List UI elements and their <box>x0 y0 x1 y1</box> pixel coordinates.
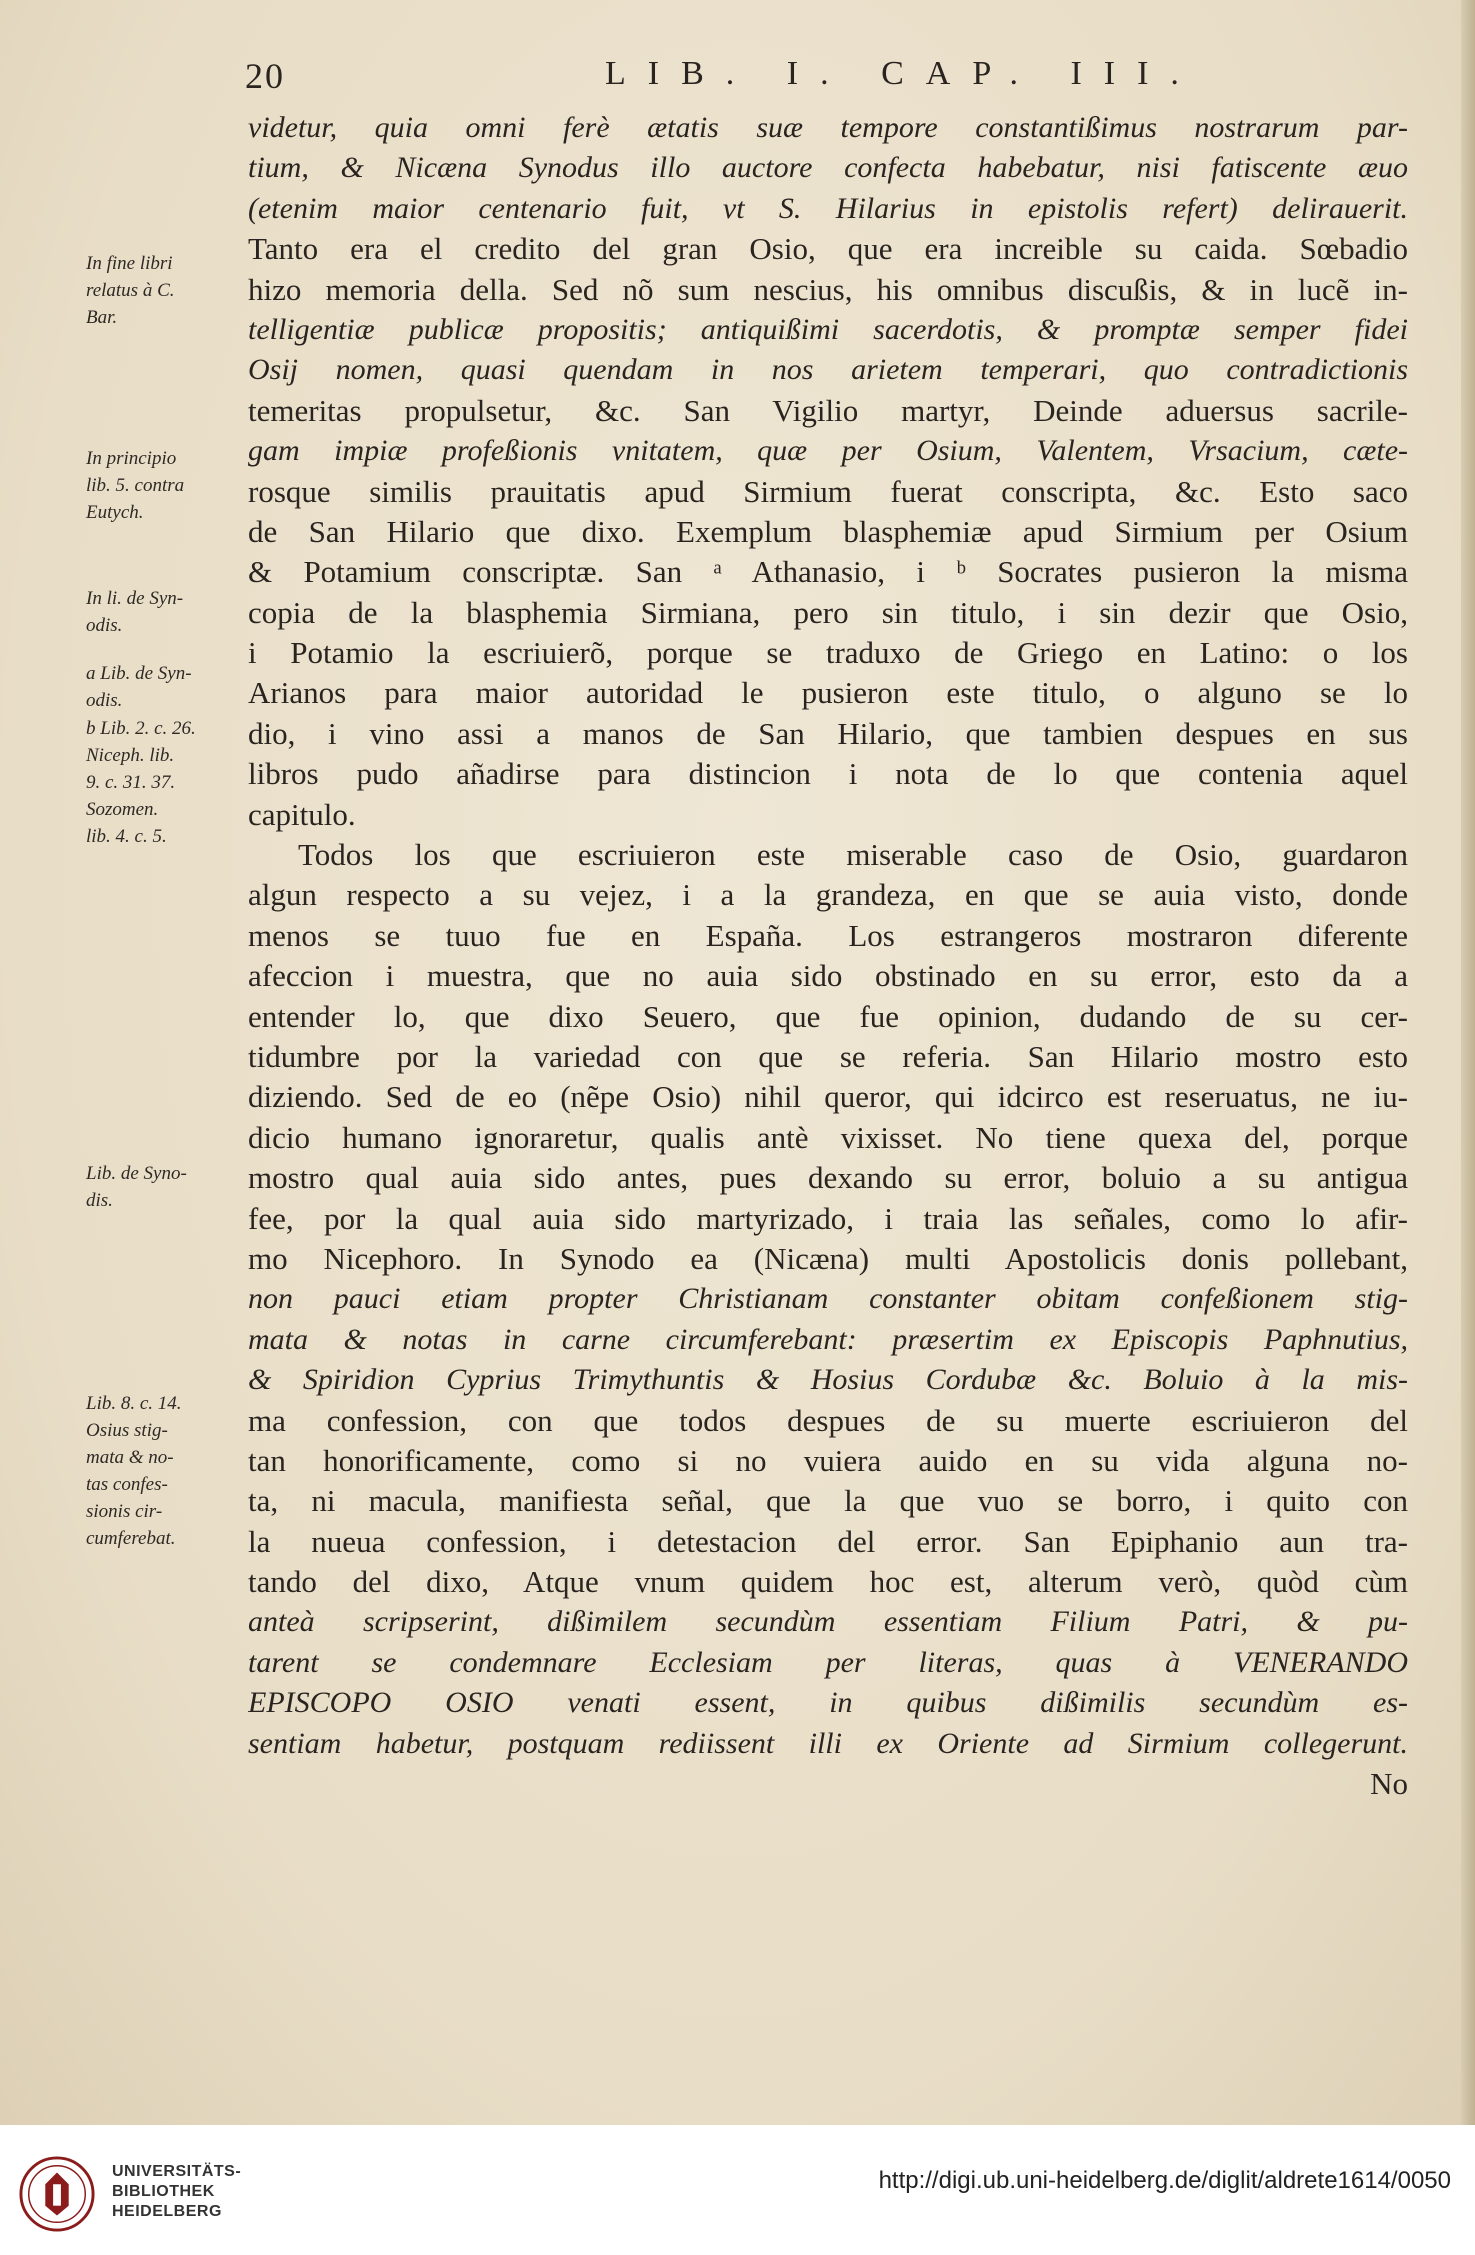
text-line: mostro qual auia sido antes, pues dexando su error, boluio a su antigua <box>248 1160 1408 1196</box>
page-number: 20 <box>245 56 285 96</box>
margin-note: In principio lib. 5. contra Eutych. <box>86 448 185 523</box>
text-line: tium, & Nicæna Synodus illo auctore confecta habebatur, nisi fatiscente æuo <box>248 151 1408 185</box>
text-line: mata & notas in carne circumferebant: præsertim ex Episcopis Paphnutius, <box>248 1322 1408 1356</box>
text-line: fee, por la qual auia sido martyrizado, i traia las señales, como lo afir- <box>248 1200 1408 1236</box>
text-line: & Potamium conscriptæ. San ᵃ Athanasio, i ᵇ Socrates pusieron la misma <box>248 554 1408 590</box>
margin-note: In fine libri relatus à C. Bar. <box>86 253 175 328</box>
library-name: UNIVERSITÄTS- BIBLIOTHEK HEIDELBERG <box>112 2163 242 2220</box>
text-line: la nueua confession, i detestacion del error. San Epiphanio aun tra- <box>248 1523 1408 1559</box>
margin-note: Lib. 8. c. 14. Osius stig- mata & no- tas confes- sionis cir- cumferebat. <box>86 1393 182 1549</box>
page-edge <box>1461 0 1475 2125</box>
text-line: temeritas propulsetur, &c. San Vigilio martyr, Deinde aduersus sacrile- <box>248 392 1408 428</box>
margin-note: b Lib. 2. c. 26. Niceph. lib. 9. c. 31. 37. Sozomen. lib. 4. c. 5. <box>86 718 196 847</box>
text-line: (etenim maior centenario fuit, vt S. Hilarius in epistolis refert) delirauerit. <box>248 191 1408 225</box>
text-line: rosque similis prauitatis apud Sirmium fuerat conscripta, &c. Esto saco <box>248 473 1408 509</box>
running-head <box>245 55 1405 105</box>
body-text <box>248 108 1408 1804</box>
text-line: afeccion i muestra, que no auia sido obstinado en su error, esto da a <box>248 958 1408 994</box>
text-line: Tanto era el credito del gran Osio, que era increible su caida. Sœbadio <box>248 231 1408 267</box>
text-line: entender lo, que dixo Seuero, que fue opinion, dudando de su cer- <box>248 998 1408 1034</box>
text-line: tan honorificamente, como si no vuiera auido en su vida alguna no- <box>248 1442 1408 1478</box>
text-line: tidumbre por la variedad con que se referia. San Hilario mostro esto <box>248 1038 1408 1074</box>
text-line: sentiam habetur, postquam rediissent illi ex Oriente ad Sirmium collegerunt. <box>248 1726 1408 1760</box>
margin-note: In li. de Syn- odis. <box>86 588 184 636</box>
text-line: dio, i vino assi a manos de San Hilario, que tambien despues en sus <box>248 715 1408 751</box>
text-line: gam impiæ profeßionis vnitatem, quæ per Osium, Valentem, Vrsacium, cæte- <box>248 434 1408 468</box>
text-line: menos se tuuo fue en España. Los estrangeros mostraron diferente <box>248 917 1408 953</box>
margin-note: Lib. de Syno- dis. <box>86 1163 187 1211</box>
text-line: Arianos para maior autoridad le pusieron este titulo, o alguno se lo <box>248 675 1408 711</box>
catchword: No <box>1370 1766 1408 1802</box>
text-line: hizo memoria della. Sed nõ sum nescius, his omnibus discußis, & in lucẽ in- <box>248 271 1408 307</box>
footer-bar <box>0 2125 1475 2255</box>
text-line: tando del dixo, Atque vnum quidem hoc est, alterum verò, quòd cùm <box>248 1564 1408 1600</box>
text-line: diziendo. Sed de eo (nẽpe Osio) nihil queror, qui idcirco est reseruatus, ne iu- <box>248 1079 1408 1115</box>
text-line: videtur, quia omni ferè ætatis suæ tempore constantißimus nostrarum par- <box>248 111 1408 144</box>
text-line: mo Nicephoro. In Synodo ea (Nicæna) multi Apostolicis donis pollebant, <box>248 1240 1408 1276</box>
university-seal-icon <box>18 2155 96 2233</box>
text-line: ta, ni macula, manifiesta señal, que la que vuo se borro, i quito con <box>248 1483 1408 1519</box>
text-line: libros pudo añadirse para distincion i nota de lo que contenia aquel <box>248 756 1408 792</box>
text-line: algun respecto a su vejez, i a la grandeza, en que se auia visto, donde <box>248 877 1408 913</box>
text-line: ma confession, con que todos despues de su muerte escriuieron del <box>248 1402 1408 1438</box>
text-line: capitulo. <box>248 796 356 832</box>
text-line: dicio humano ignoraretur, qualis antè vixisset. No tiene quexa del, porque <box>248 1119 1408 1155</box>
text-line: tarent se condemnare Ecclesiam per literas, quas à VENERANDO <box>248 1645 1408 1679</box>
text-line: copia de la blasphemia Sirmiana, pero sin titulo, i sin dezir que Osio, <box>248 594 1408 630</box>
text-line: Osij nomen, quasi quendam in nos arietem temperari, quo contradictionis <box>248 353 1408 387</box>
text-line: & Spiridion Cyprius Trimythuntis & Hosius Cordubæ &c. Boluio à la mis- <box>248 1363 1408 1397</box>
text-line: i Potamio la escriuierõ, porque se traduxo de Griego en Latino: o los <box>248 635 1408 671</box>
margin-note: a Lib. de Syn- odis. <box>86 663 192 711</box>
text-line: EPISCOPO OSIO venati essent, in quibus dißimilis secundùm es- <box>248 1686 1408 1720</box>
text-line: de San Hilario que dixo. Exemplum blasphemiæ apud Sirmium per Osium <box>248 513 1408 549</box>
text-line: Todos los que escriuieron este miserable caso de Osio, guardaron <box>298 837 1408 873</box>
permalink-url[interactable]: http://digi.ub.uni-heidelberg.de/diglit/aldrete1614/0050 <box>878 2167 1451 2194</box>
chapter-heading: LIB. I. CAP. III. <box>605 55 1201 92</box>
text-line: non pauci etiam propter Christianam constanter obitam confeßionem stig- <box>248 1282 1408 1316</box>
text-line: telligentiæ publicæ propositis; antiquißimi sacerdotis, & promptæ semper fidei <box>248 312 1408 346</box>
text-line: anteà scripserint, dißimilem secundùm essentiam Filium Patri, & pu- <box>248 1605 1408 1639</box>
